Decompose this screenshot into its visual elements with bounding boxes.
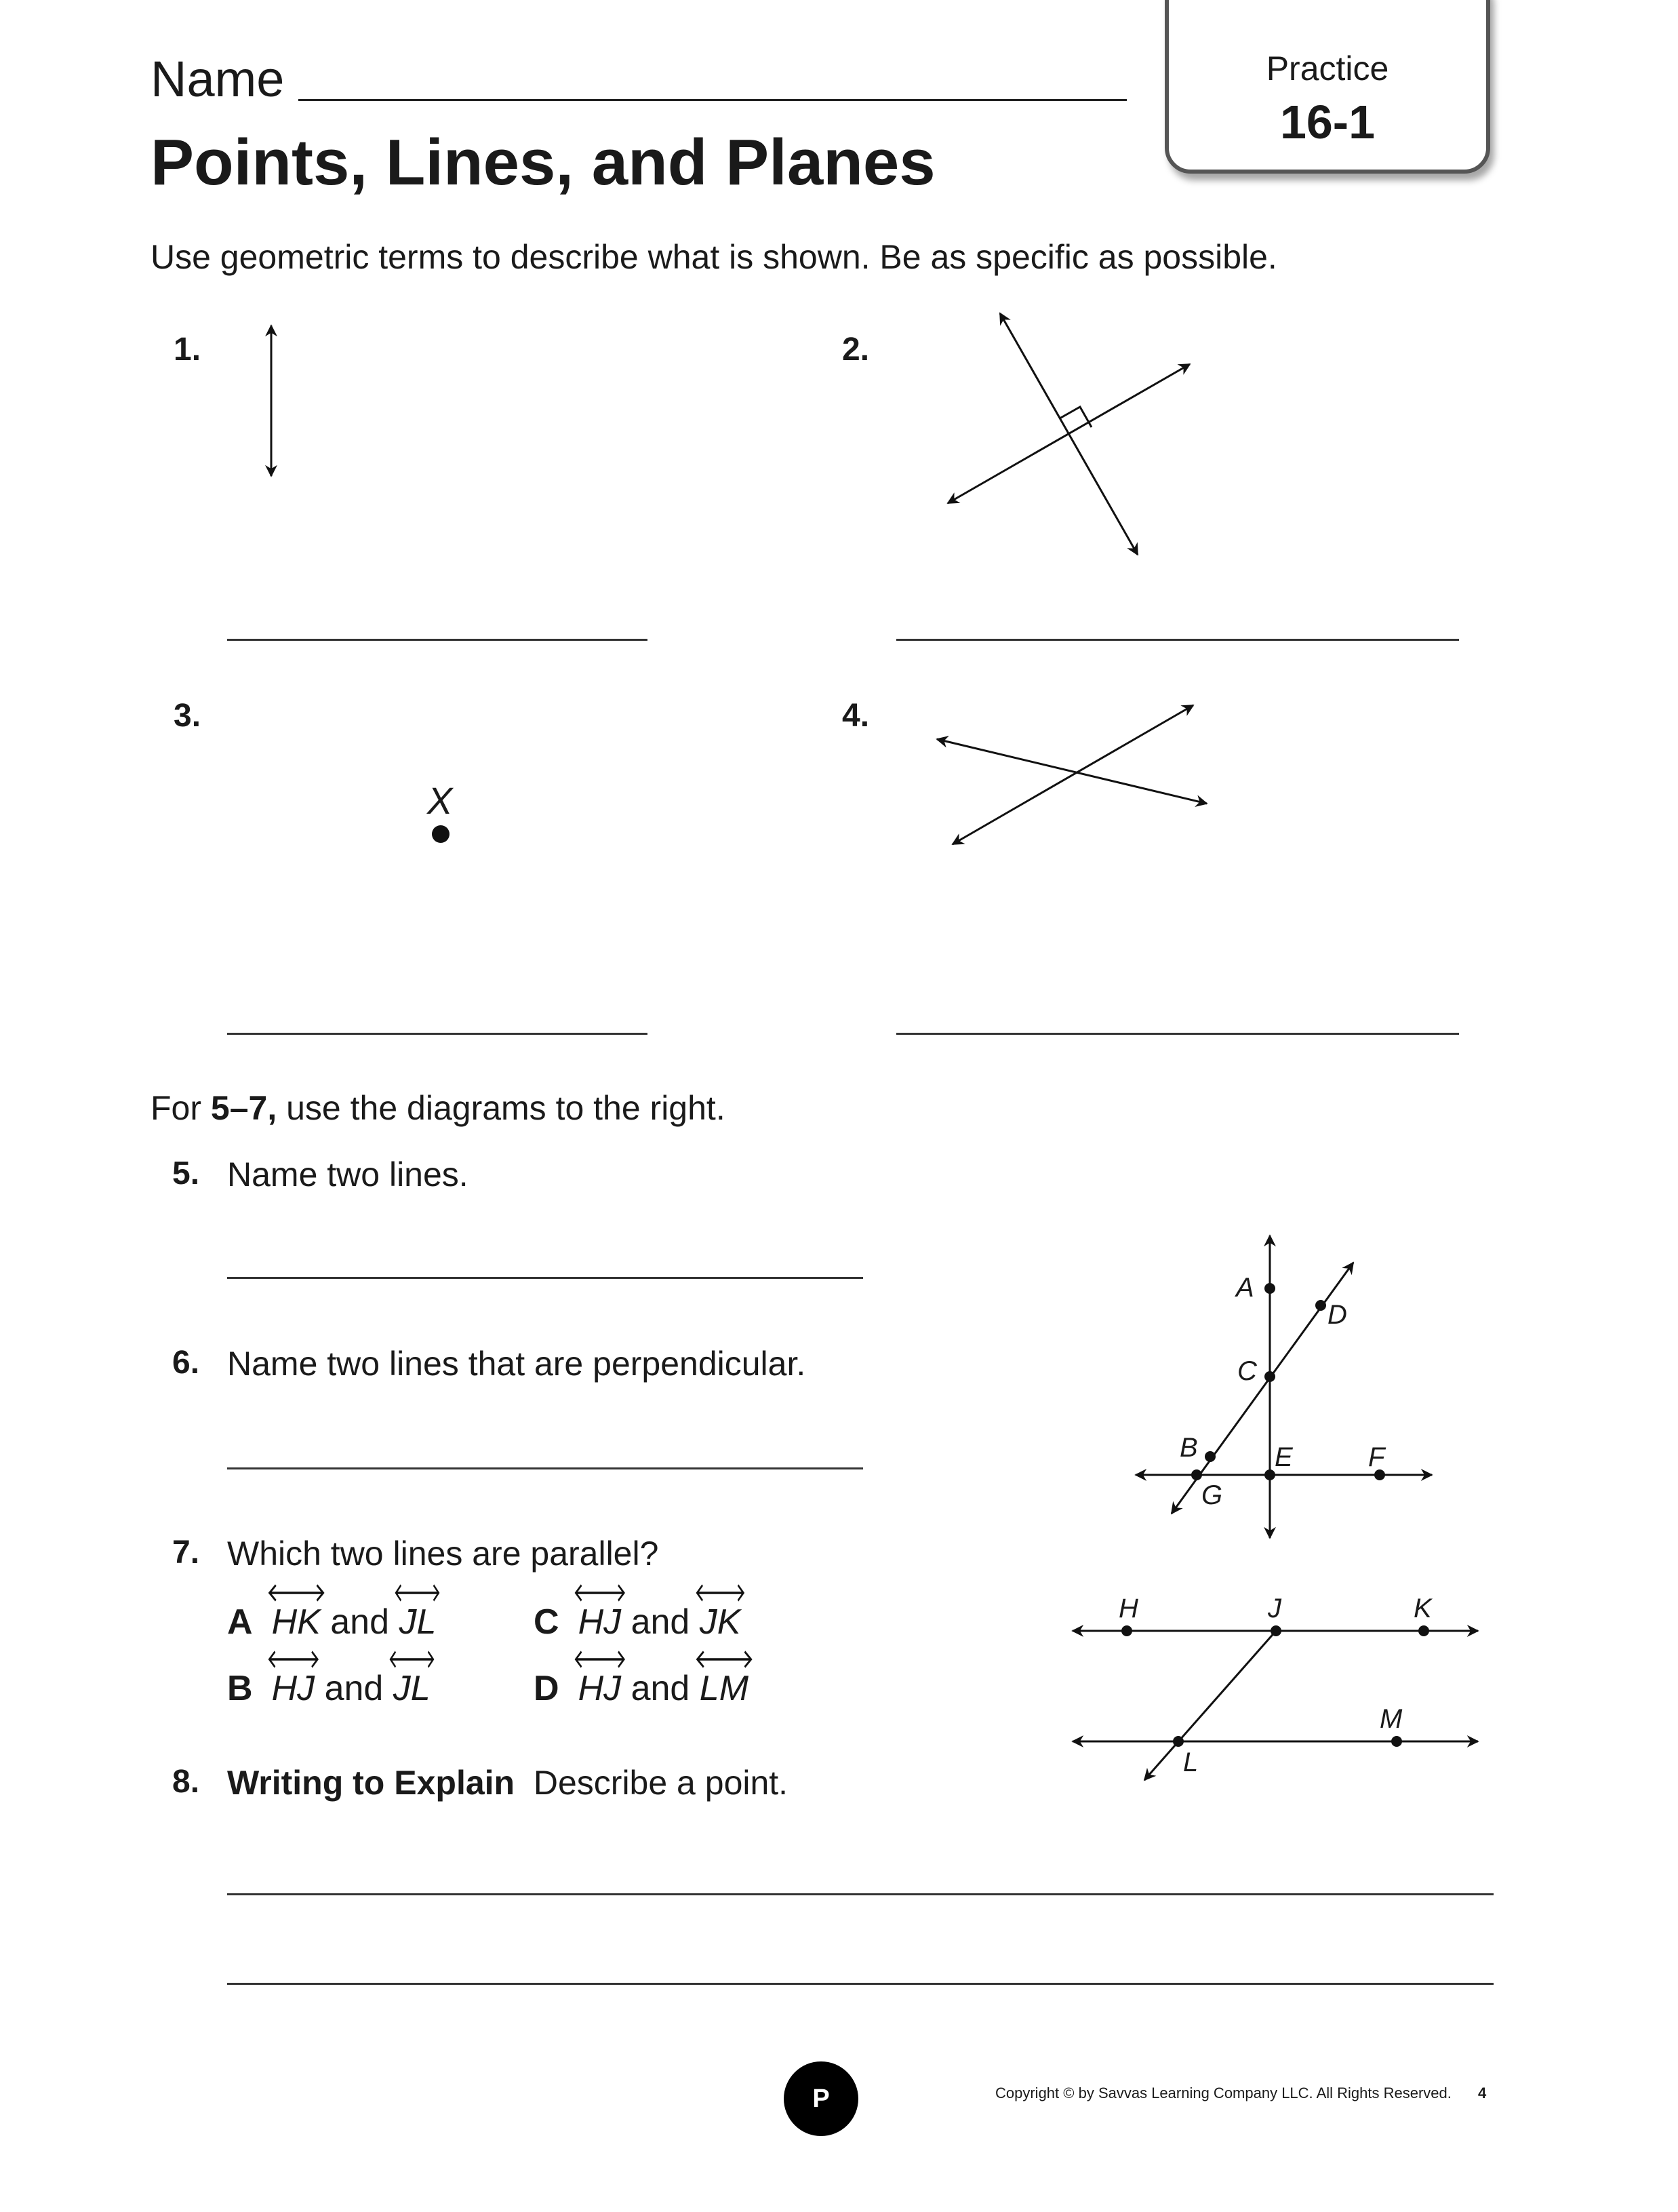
answer-line-5[interactable] [227,1277,863,1279]
point-X [432,825,450,843]
label-K: K [1414,1594,1432,1623]
intro-suffix: use the diagrams to the right. [277,1089,725,1127]
choice-letter: B [227,1669,253,1708]
copyright: Copyright © by Savvas Learning Company LLC. All Rights Reserved. [995,2085,1452,2101]
choice-letter: D [534,1669,559,1708]
intro-range: 5–7, [210,1089,277,1127]
answer-line-8a[interactable] [227,1893,1494,1895]
problem-1-number: 1. [174,332,201,368]
point-B [1205,1451,1216,1462]
label-J: J [1268,1594,1281,1623]
label-X: X [427,779,453,822]
label-C: C [1237,1356,1257,1386]
q7-number: 7. [172,1535,200,1571]
label-E: E [1275,1442,1293,1472]
line-notation: HJ [578,1668,622,1709]
q8-number: 8. [172,1764,200,1800]
label-F: F [1368,1442,1385,1472]
point-G [1191,1469,1202,1480]
line-notation: JL [399,1602,436,1642]
label-M: M [1380,1704,1403,1734]
q6-text: Name two lines that are perpendicular. [227,1345,806,1383]
point-K [1418,1625,1429,1636]
name-label: Name [151,51,285,107]
point-D [1315,1300,1326,1311]
point-J [1271,1625,1281,1636]
label-H: H [1119,1594,1138,1623]
q5-text: Name two lines. [227,1156,468,1193]
line-notation: HJ [578,1602,622,1642]
instructions: Use geometric terms to describe what is shown. Be as specific as possible. [151,238,1277,276]
line-notation: HJ [272,1668,315,1709]
choice-B[interactable]: B HJ and JL [227,1668,431,1709]
choice-letter: A [227,1602,253,1642]
intro-prefix: For [151,1089,211,1127]
practice-number: 16-1 [1279,96,1376,149]
q6-number: 6. [172,1345,200,1381]
label-G: G [1201,1480,1223,1510]
choice-D[interactable]: D HJ and LM [534,1668,748,1709]
problem-4-line-a [937,739,1207,804]
line-notation: JL [393,1668,431,1709]
label-D: D [1327,1300,1347,1330]
choice-A[interactable]: A HK and JL [227,1602,436,1642]
line-notation: JK [700,1602,741,1642]
page-code-badge: P 16•1 [784,2061,858,2136]
problem-4-line-b [953,705,1193,844]
label-L: L [1183,1747,1199,1777]
answer-line-6[interactable] [227,1467,863,1469]
q5-number: 5. [172,1156,200,1191]
practice-label: Practice [1266,50,1389,87]
label-B: B [1180,1433,1198,1463]
point-E [1264,1469,1275,1480]
q8-label: Writing to Explain [227,1764,515,1802]
line-notation: LM [700,1668,748,1709]
q8-prompt [227,1763,788,1802]
point-H [1121,1625,1132,1636]
q7-text: Which two lines are parallel? [227,1535,659,1573]
problem-2-line-b [948,364,1190,503]
point-C [1264,1371,1275,1382]
problem-2-number: 2. [842,332,870,368]
choice-letter: C [534,1602,559,1642]
point-M [1391,1736,1402,1747]
label-A: A [1236,1273,1254,1303]
page-number: 4 [1478,2085,1487,2101]
line-notation: HK [272,1602,321,1642]
point-L [1173,1736,1184,1747]
q8-text: Describe a point. [533,1764,788,1802]
line-JL [1144,1631,1276,1780]
section-intro [151,1088,725,1128]
problem-3-number: 3. [174,698,201,734]
point-A [1264,1283,1275,1294]
answer-line-8b[interactable] [227,1983,1494,1985]
choice-C[interactable]: C HJ and JK [534,1602,740,1642]
page-title: Points, Lines, and Planes [151,126,936,199]
problem-4-number: 4. [842,698,870,734]
